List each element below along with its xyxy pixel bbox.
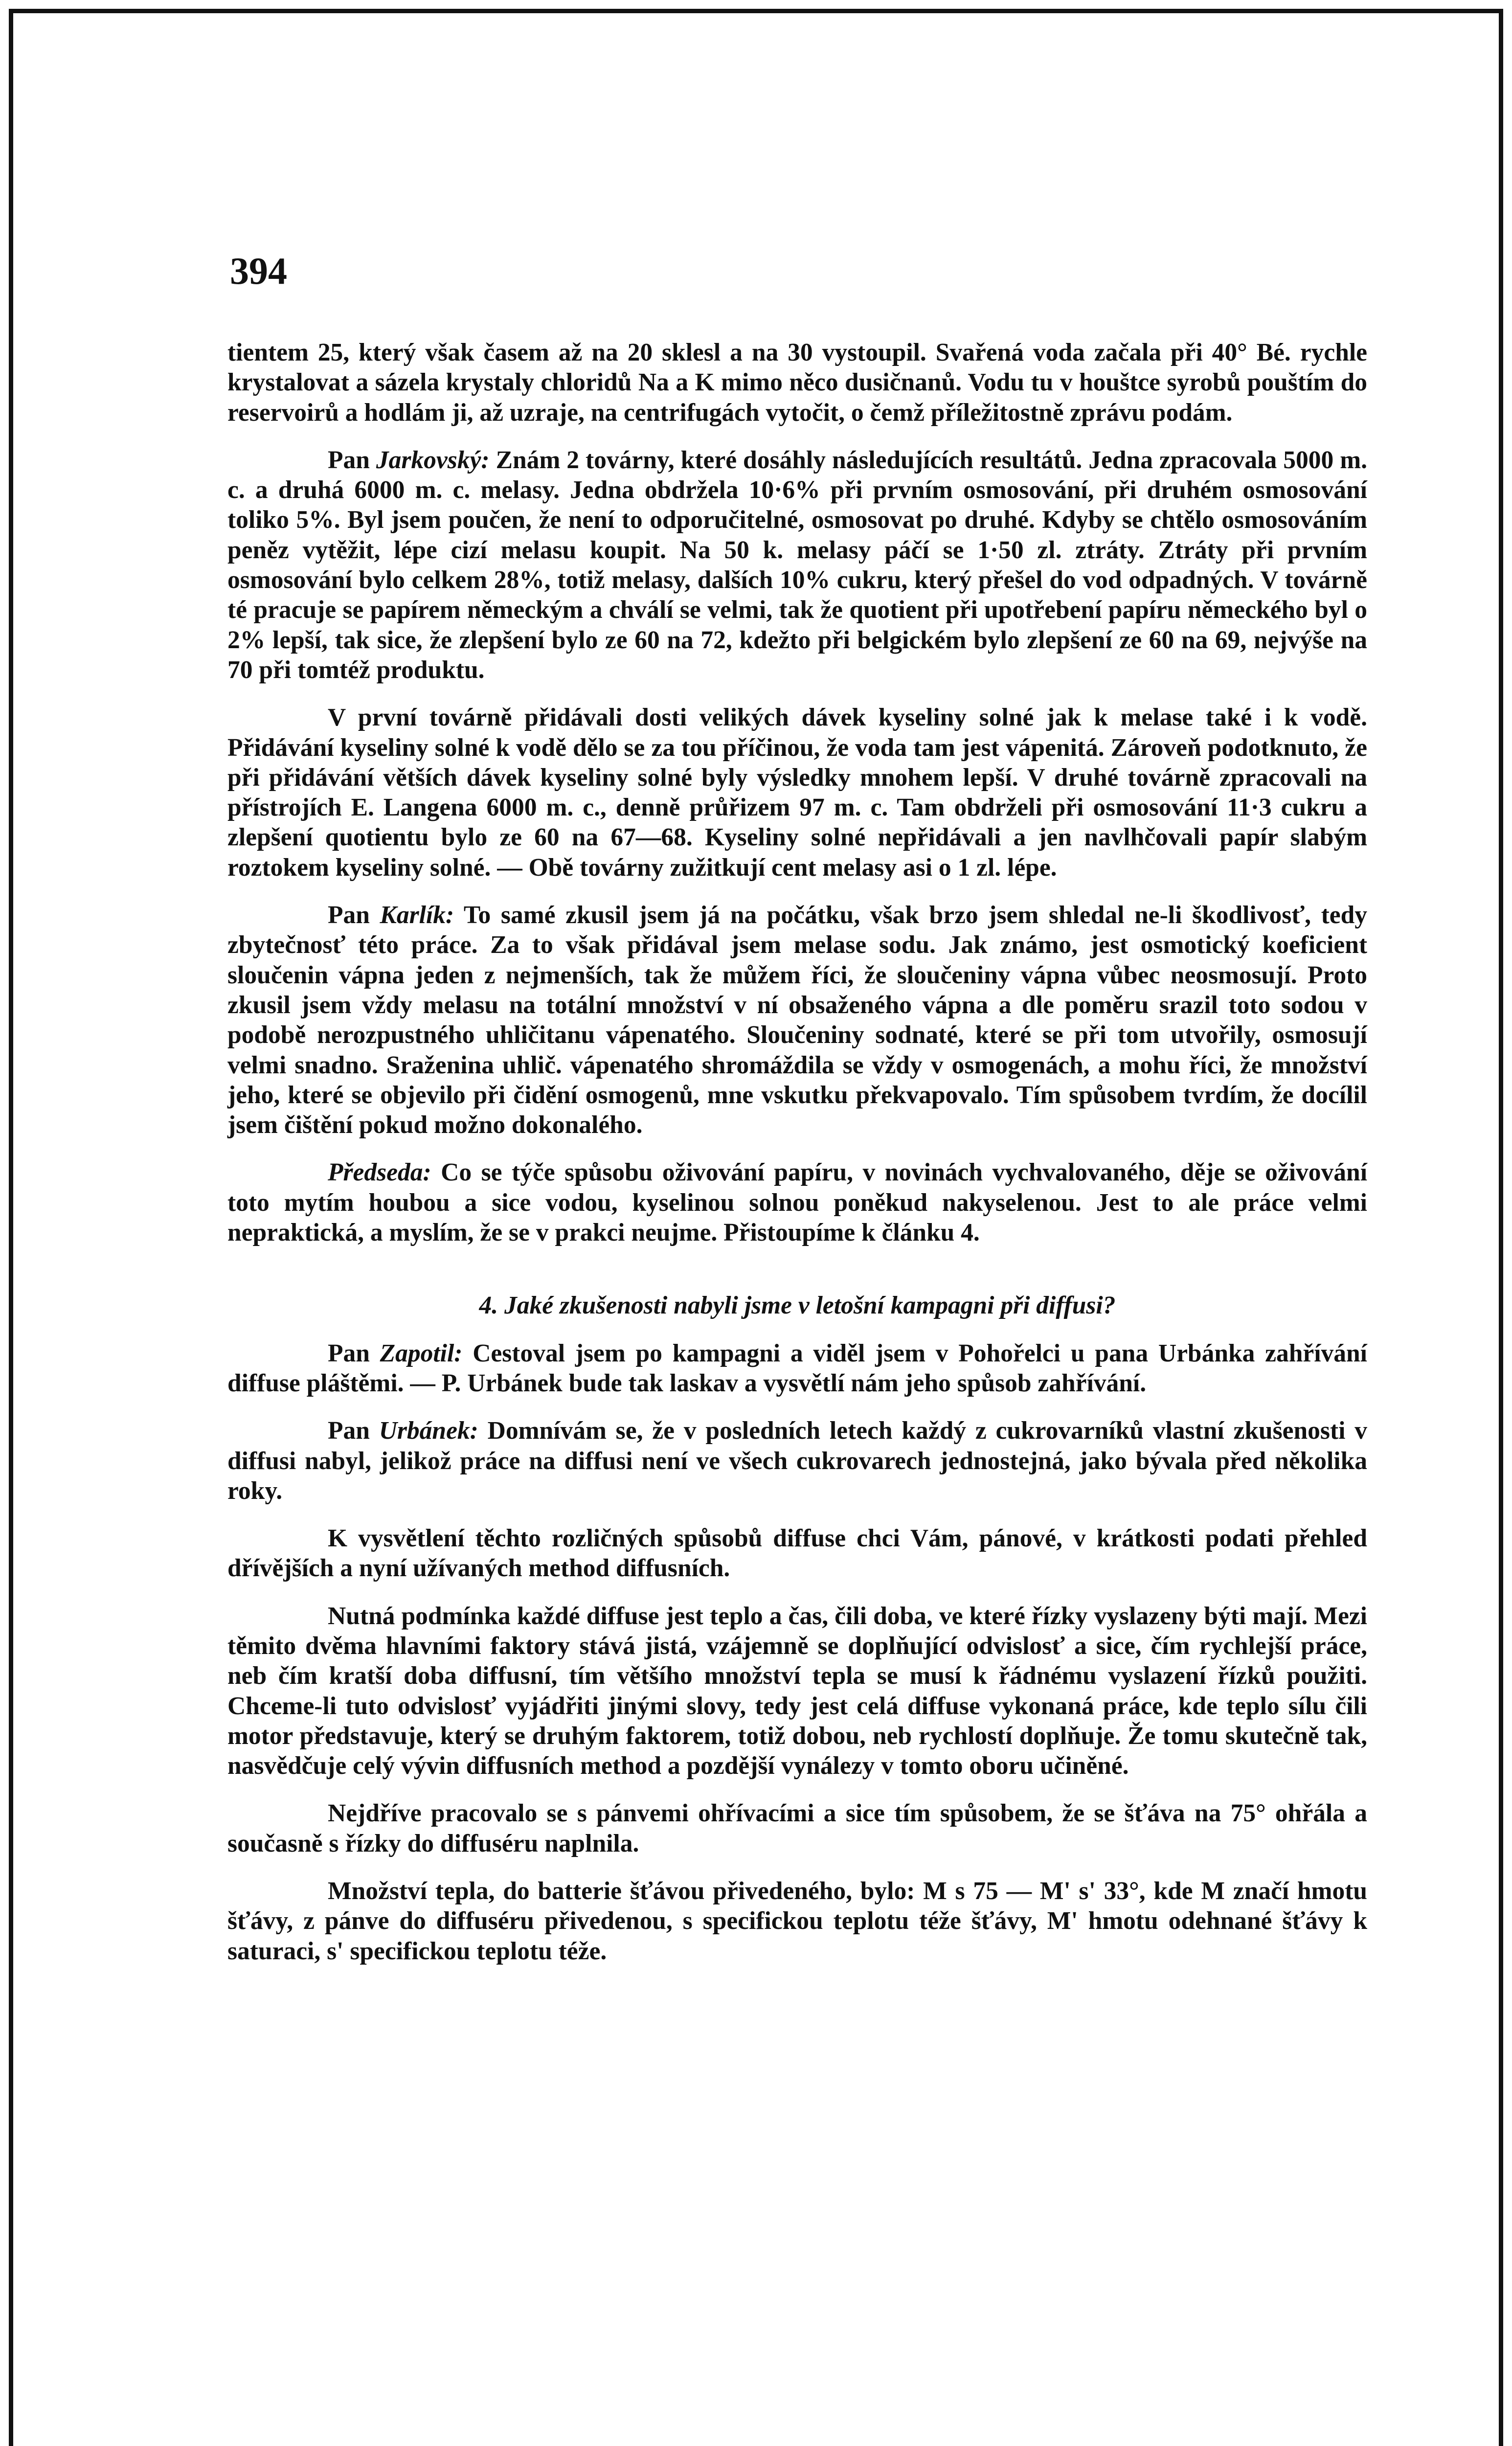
speaker-name: Předseda: <box>328 1158 431 1187</box>
paragraph-prefix: Pan <box>328 446 370 474</box>
paragraph-text: Nejdříve pracovalo se s pánvemi ohřívacími a sice tím spůsobem, že se šťáva na 75° ohřála a současně s řízky do diffuséru naplnila. <box>227 1799 1367 1857</box>
paragraph-heat-formula <box>227 1876 1367 1966</box>
section-heading: 4. Jaké zkušenosti nabyli jsme v letošní kampagni při diffusi? <box>479 1291 1116 1320</box>
paragraph-text: tientem 25, který však časem až na 20 sklesl a na 30 vystoupil. Svařená voda začala při 40° Bé. rychle krystalovat a sázela krystaly chloridů Na a K mimo něco dusičnanů. Vodu tu v houštce syrobů pouštím do reservoirů a hodlám ji, až uzraje, na centrifugách vytočit, o čemž příležitostně zprávu podám. <box>227 339 1367 427</box>
speaker-name: Zapotil: <box>380 1339 463 1367</box>
speaker-name: Urbánek: <box>379 1417 478 1445</box>
paragraph-hydrochloric-acid <box>227 702 1367 883</box>
page-number: 394 <box>230 249 287 292</box>
paragraph-predseda <box>227 1157 1367 1247</box>
paragraph-text: Cestoval jsem po kampagni a viděl jsem v Pohořelci u pana Urbánka zahřívání diffuse pláštěmi. — P. Urbánek bude tak laskav a vysvětlí nám jeho spůsob zahřívání. <box>227 1339 1367 1397</box>
paragraph-text: Znám 2 továrny, které dosáhly následujících resultátů. Jedna zpracovala 5000 m. c. a druhá 6000 m. c. melasy. Jedna obdržela 10·6% při prvním osmosování, při druhém osmosování toliko 5%. Byl jsem poučen, že není to odporučitelné, osmosovat po druhé. Kdyby se chtělo osmosováním peněz vytěžit, lépe cizí melasu koupit. Na 50 k. melasy páčí se 1·50 zl. ztráty. Ztráty při prvním osmosování bylo celkem 28%, totiž melasy, dalších 10% cukru, který přešel do vod odpadných. V továrně té pracuje se papírem německým a chválí se velmi, tak že quotient při upotřebení papíru německého byl o 2% lepší, tak sice, že zlepšení bylo ze 60 na 72, kdežto při belgickém bylo zlepšení ze 60 na 69, nejvýše na 70 při tomtéž produktu. <box>227 446 1368 684</box>
paragraph-text: To samé zkusil jsem já na počátku, však brzo jsem shledal ne-li škodlivosť, tedy zbytečnosť této práce. Za to však přidával jsem melase sodu. Jak známo, jest osmotický koeficient sloučenin vápna jeden z nejmenších, tak že můžem říci, že sloučeniny vápna vůbec neosmosují. Proto zkusil jsem vždy melasu na totální množství v ní obsaženého vápna a dle poměru srazil toto sodou v podobě nerozpustného uhličitanu vápenatého. Sloučeniny sodnaté, které se při tom utvořily, osmosují velmi snadno. Sraženina uhlič. vápenatého shromáždila se vždy v osmogenách, a mohu říci, že množství jeho, které se objevilo při čidění osmogenů, mne vskutku překvapovalo. Tím spůsobem tvrdím, že docílil jsem čištění pokud možno dokonalého. <box>227 901 1368 1139</box>
speaker-name: Jarkovský: <box>376 446 490 474</box>
speaker-name: Karlík: <box>380 901 454 929</box>
paragraph-text: Množství tepla, do batterie šťávou přivedeného, bylo: M s 75 — M' s' 33°, kde M značí hmotu šťávy, z pánve do diffuséru přivedenou, s specifickou teplotu téže šťávy, M' hmotu odehnané šťávy k saturaci, s' specifickou teplotu téže. <box>227 1877 1367 1965</box>
paragraph-karlik <box>227 900 1367 1140</box>
paragraph-heat-and-time <box>227 1601 1367 1781</box>
paragraph-text: Domnívám se, že v posledních letech každý z cukrovarníků vlastní zkušenosti v diffusi nabyl, jelikož práce na diffusi není ve všech cukrovarech jednostejná, jako bývala před několika roky. <box>227 1417 1368 1505</box>
paragraph-jarkovsky <box>227 445 1367 685</box>
paragraph-text: K vysvětlení těchto rozličných spůsobů diffuse chci Vám, pánové, v krátkosti podati přehled dřívějších a nyní užívaných method diffusních. <box>227 1524 1367 1583</box>
paragraph-text: Nutná podmínka každé diffuse jest teplo a čas, čili doba, ve které řízky vyslazeny býti mají. Mezi těmito dvěma hlavními faktory stává jistá, vzájemně se doplňující odvislosť a sice, čím rychlejší práce, neb čím kratší doba diffusní, tím většího množství tepla se musí k řádnému vyslazení řízků použiti. Chceme-li tuto odvislosť vyjádřiti jinými slovy, tedy jest celá diffuse vykonaná práce, kde teplo sílu čili motor představuje, který se druhým faktorem, totiž dobou, neb rychlostí doplňuje. Že tomu skutečně tak, nasvědčuje celý vývin diffusních method a pozdější vynálezy v tomto oboru učiněné. <box>227 1602 1367 1780</box>
paragraph-continuation <box>227 338 1367 428</box>
paragraph-prefix: Pan <box>328 1339 370 1367</box>
paragraph-urbanek <box>227 1416 1367 1506</box>
paragraph-zapotil <box>227 1338 1367 1399</box>
text-body <box>227 338 1367 1966</box>
paragraph-heating-pans <box>227 1798 1367 1858</box>
paragraph-methods-overview <box>227 1523 1367 1584</box>
paragraph-text: V první továrně přidávali dosti velikých dávek kyseliny solné jak k melase také i k vodě. Přidávání kyseliny solné k vodě dělo se za tou příčinou, že voda tam jest vápenitá. Zároveň podotknuto, že při přidávání větších dávek kyseliny solné byly výsledky mnohem lepší. V druhé továrně zpracovali na přístrojích E. Langena 6000 m. c., denně průřizem 97 m. c. Tam obdrželi při osmosování 11·3 cukru a zlepšení quotientu bylo ze 60 na 67—68. Kyseliny solné nepřidávali a jen navlhčovali papír slabým roztokem kyseliny solné. — Obě továrny zužitkují cent melasy asi o 1 zl. lépe. <box>227 703 1367 882</box>
paragraph-prefix: Pan <box>328 1417 370 1445</box>
paragraph-text: Co se týče spůsobu oživování papíru, v novinách vychvalovaného, děje se oživování toto mytím houbou a sice vodou, kyselinou solnou poněkud nakyselenou. Jest to ale práce velmi nepraktická, a myslím, že se v prakci neujme. Přistoupíme k článku 4. <box>227 1158 1368 1247</box>
paragraph-prefix: Pan <box>328 901 370 929</box>
